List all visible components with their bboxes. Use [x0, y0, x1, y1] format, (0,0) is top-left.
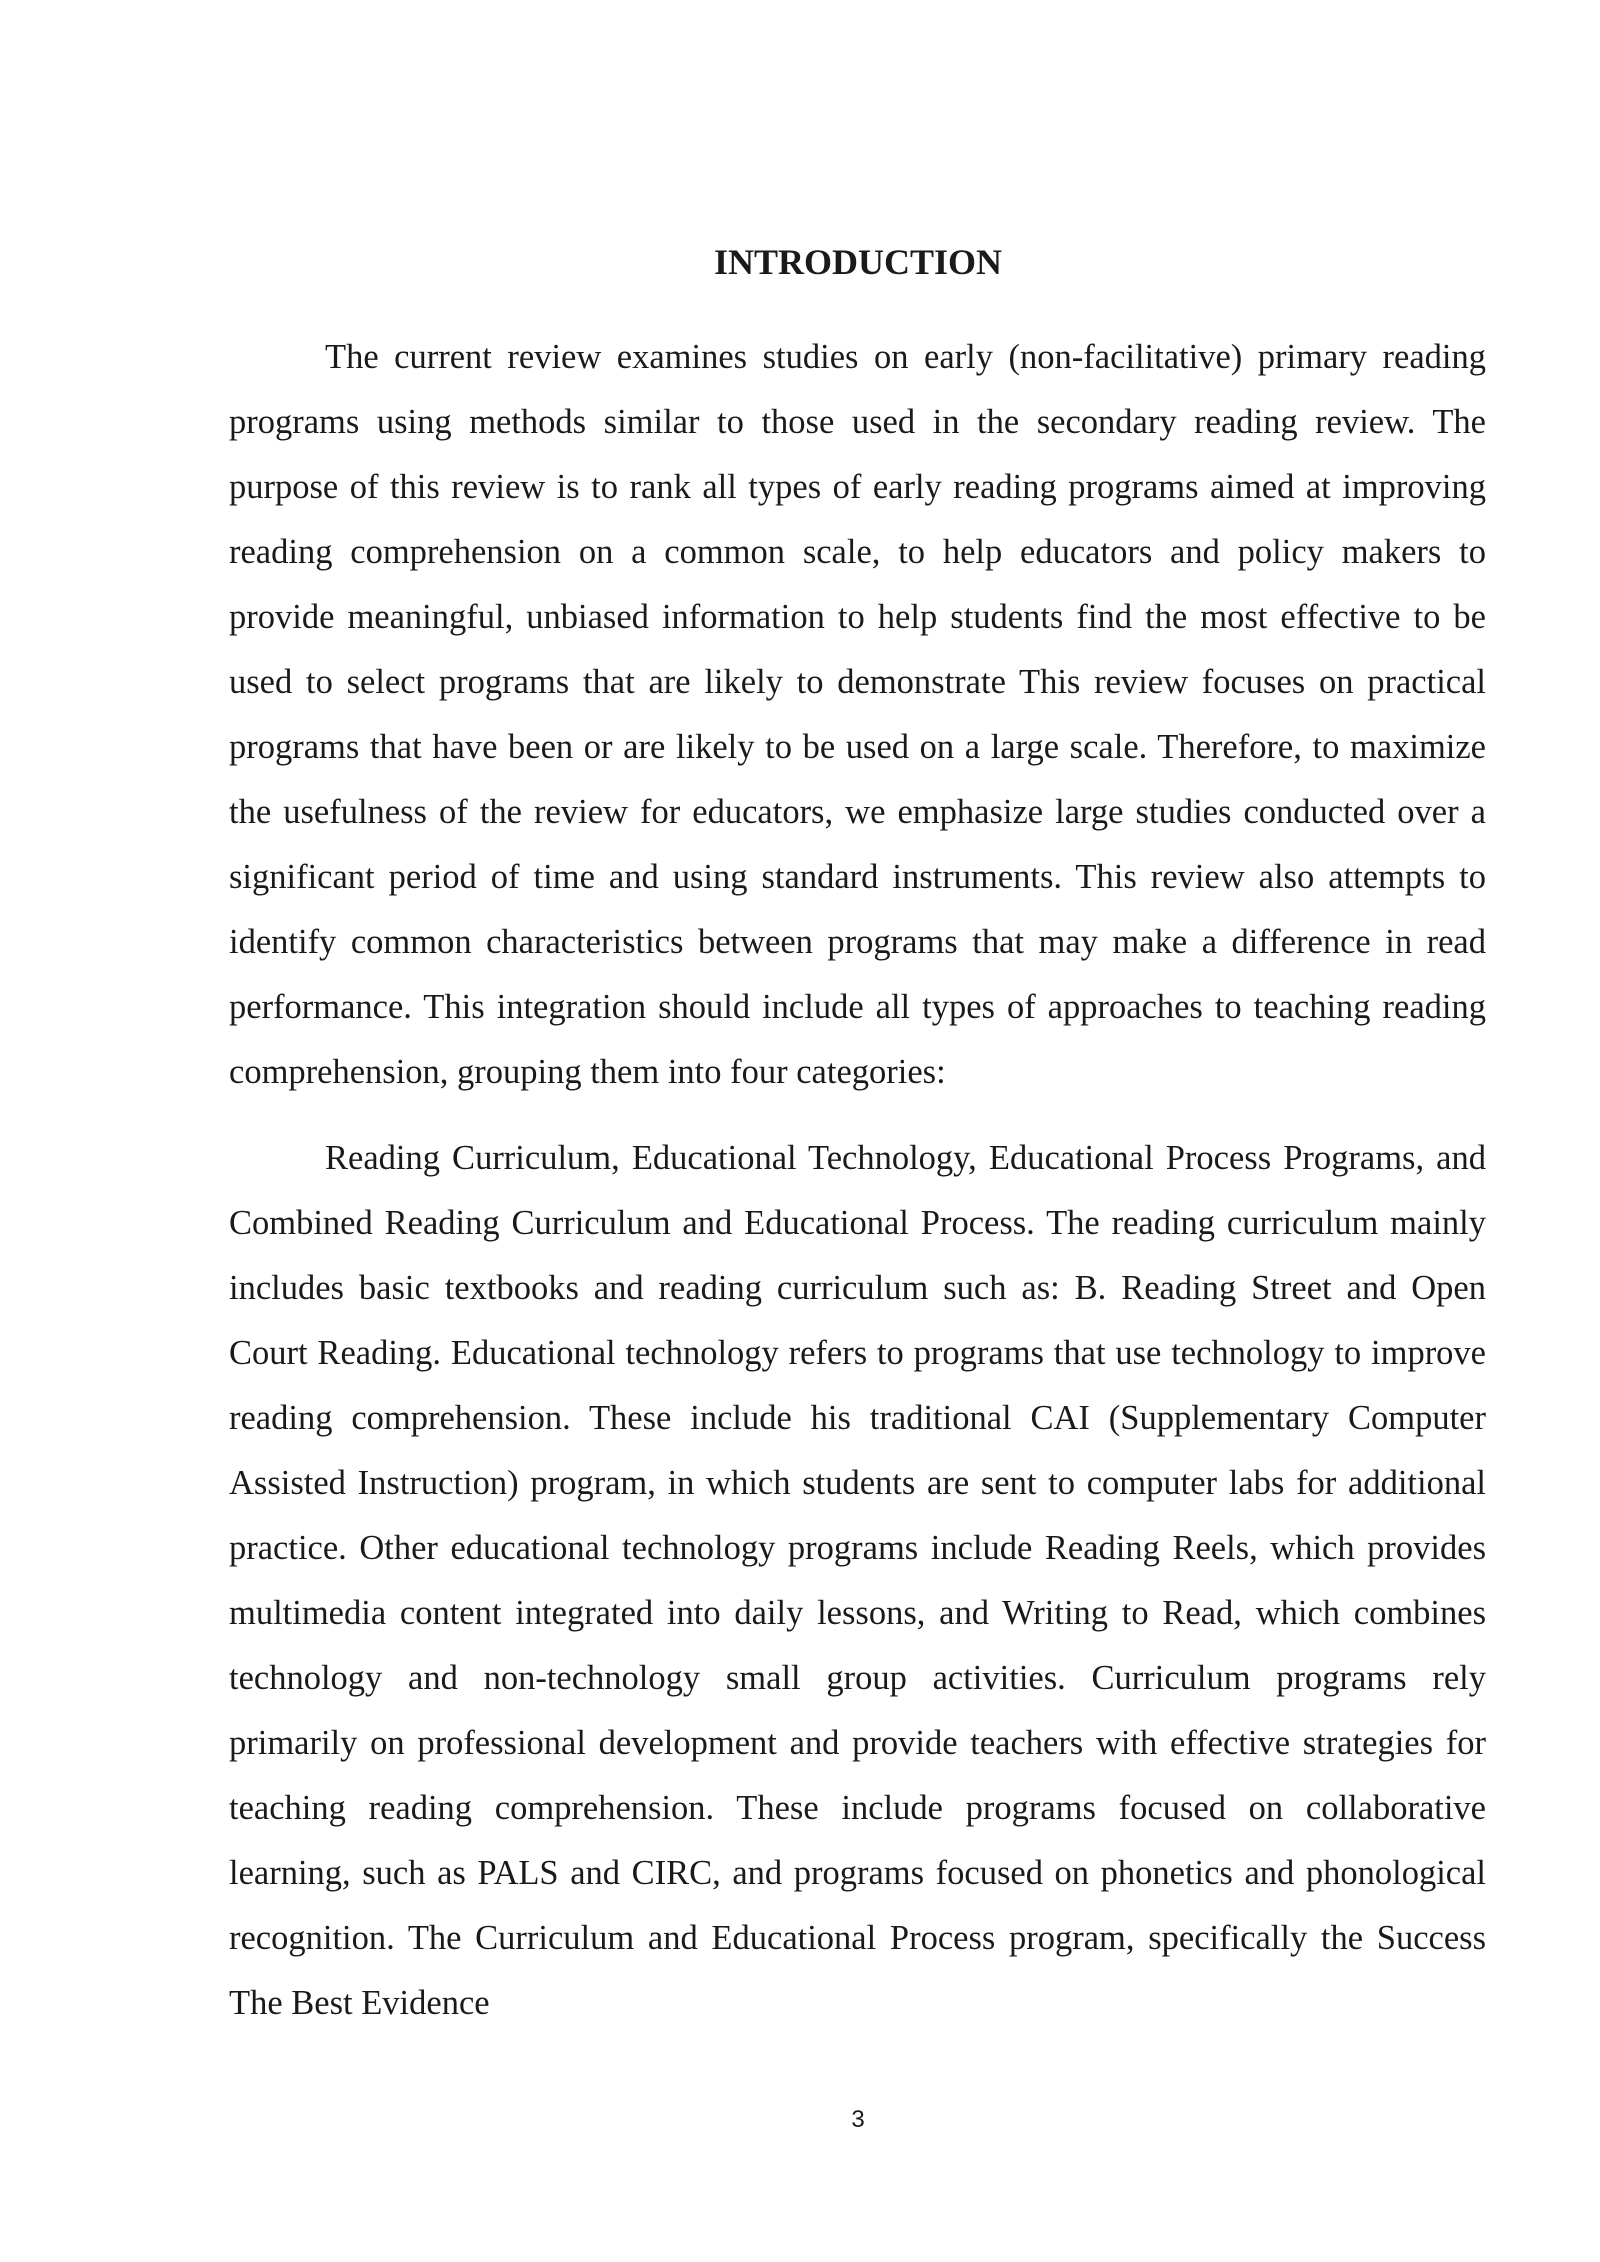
paragraph-2: Reading Curriculum, Educational Technology, Educational Process Programs, and Combined Reading Curriculum and Educational Process. The reading curriculum mainly includes basic textbooks and reading curriculum such as: B. Reading Street and Open Court Reading. Educational technology refers to programs that use technology to improve reading comprehension. These include his traditional CAI (Supplementary Computer Assisted Instruction) program, in which students are sent to computer labs for additional practice. Other educational technology programs include Reading Reels, which provides multimedia content integrated into daily lessons, and Writing to Read, which combines technology and non-technology small group activities. Curriculum programs rely primarily on professional development and provide teachers with effective strategies for teaching reading comprehension. These include programs focused on collaborative learning, such as PALS and CIRC, and programs focused on phonetics and phonological recognition. The Curriculum and Educational Process program, specifically the Success The Best Evidence [229, 1139, 1486, 2022]
page-number: 3 [851, 2106, 865, 2133]
paragraph-1: The current review examines studies on early (non-facilitative) primary reading programs using methods similar to those used in the secondary reading review. The purpose of this review is to rank all types of early reading programs aimed at improving reading comprehension on a common scale, to help educators and policy makers to provide meaningful, unbiased information to help students find the most effective to be used to select programs that are likely to demonstrate This review focuses on practical programs that have been or are likely to be used on a large scale. Therefore, to maximize the usefulness of the review for educators, we emphasize large studies conducted over a significant period of time and using standard instruments. This review also attempts to identify common characteristics between programs that may make a difference in read performance. This integration should include all types of approaches to teaching reading comprehension, grouping them into four categories: [229, 338, 1486, 1091]
body-text [229, 325, 1486, 2036]
section-heading: INTRODUCTION [713, 242, 1003, 282]
